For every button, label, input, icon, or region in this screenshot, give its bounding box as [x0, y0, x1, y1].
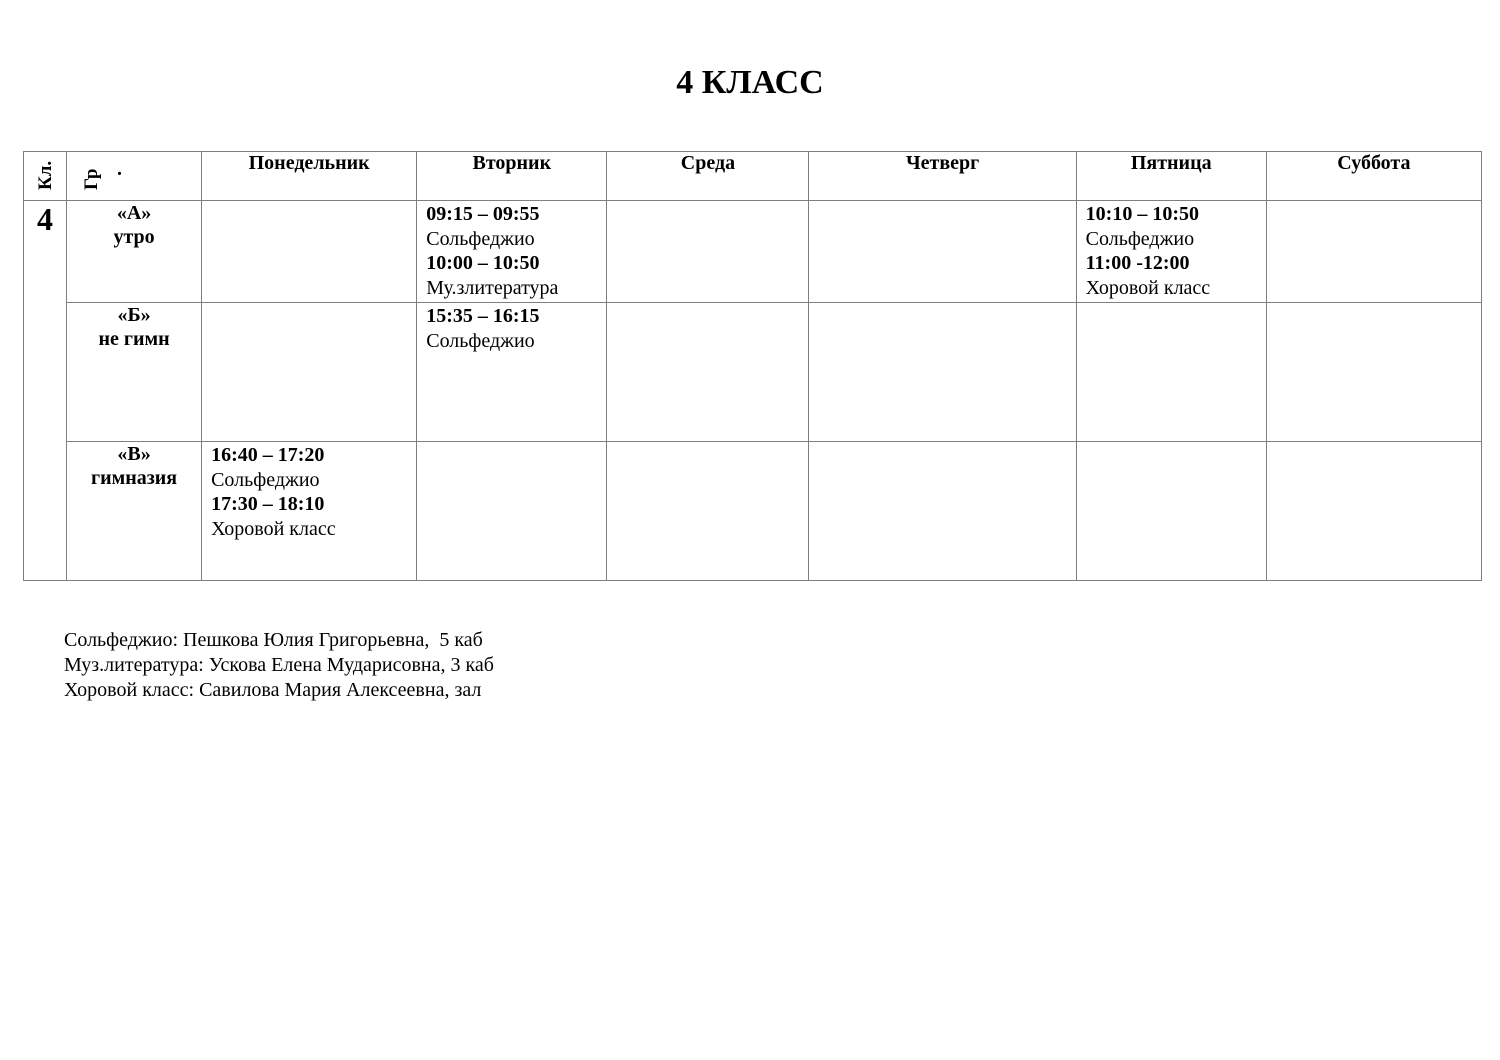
group-name: «А»	[116, 202, 152, 224]
header-day-thursday: Четверг	[809, 152, 1076, 201]
group-name: «Б»	[117, 304, 151, 326]
group-subtitle: утро	[113, 226, 155, 248]
group-row-v	[24, 442, 1482, 581]
lesson-subject: Сольфеджио	[1085, 227, 1195, 250]
cell-thursday	[809, 442, 1076, 581]
lesson-subject: Сольфеджио	[211, 468, 320, 491]
cell-thursday	[809, 201, 1076, 303]
group-row-b	[24, 303, 1482, 442]
lesson-time: 16:40 – 17:20	[211, 444, 325, 466]
lesson-time: 10:10 – 10:50	[1085, 203, 1199, 225]
header-day-tuesday: Вторник	[417, 152, 607, 201]
note-line: Муз.литература: Ускова Елена Мударисовна, 3 каб	[64, 654, 494, 676]
class-number: 4	[24, 201, 67, 581]
cell-friday	[1076, 201, 1266, 303]
header-row	[24, 152, 1482, 201]
group-cell	[67, 303, 202, 442]
group-cell	[67, 442, 202, 581]
lesson-time: 11:00 -12:00	[1085, 252, 1190, 274]
header-class-label: Кл.	[35, 160, 56, 190]
cell-saturday	[1266, 303, 1481, 442]
header-day-wednesday: Среда	[607, 152, 809, 201]
group-subtitle: не гимн	[98, 328, 170, 350]
lesson	[417, 201, 606, 300]
teacher-notes	[64, 628, 494, 703]
cell-monday	[202, 201, 417, 303]
cell-tuesday	[417, 442, 607, 581]
group-cell	[67, 201, 202, 303]
cell-saturday	[1266, 201, 1481, 303]
cell-friday	[1076, 303, 1266, 442]
header-group-dot: .	[117, 158, 123, 180]
header-day-saturday: Суббота	[1266, 152, 1481, 201]
cell-monday	[202, 303, 417, 442]
lesson-time: 17:30 – 18:10	[211, 493, 325, 515]
header-class	[24, 152, 67, 201]
note-line: Сольфеджио: Пешкова Юлия Григорьевна, 5 каб	[64, 629, 483, 651]
cell-monday	[202, 442, 417, 581]
lesson-subject: Му.злитература	[426, 276, 559, 299]
page-title: 4 КЛАСС	[676, 64, 824, 101]
lesson	[417, 303, 606, 353]
cell-saturday	[1266, 442, 1481, 581]
lesson	[202, 442, 416, 541]
group-name: «В»	[117, 443, 151, 465]
lesson-time: 09:15 – 09:55	[426, 203, 540, 225]
lesson-subject: Сольфеджио	[426, 329, 535, 352]
cell-friday	[1076, 442, 1266, 581]
group-row-a	[24, 201, 1482, 303]
header-group-label: Гр	[81, 168, 103, 190]
cell-tuesday	[417, 201, 607, 303]
note-line: Хоровой класс: Савилова Мария Алексеевна, зал	[64, 679, 482, 701]
group-subtitle: гимназия	[90, 467, 178, 489]
lesson-time: 10:00 – 10:50	[426, 252, 540, 274]
cell-wednesday	[607, 201, 809, 303]
lesson-subject: Хоровой класс	[211, 517, 336, 540]
lesson-subject: Хоровой класс	[1085, 276, 1211, 299]
cell-thursday	[809, 303, 1076, 442]
header-day-monday: Понедельник	[202, 152, 417, 201]
cell-wednesday	[607, 442, 809, 581]
cell-tuesday	[417, 303, 607, 442]
cell-wednesday	[607, 303, 809, 442]
schedule-table	[23, 151, 1482, 581]
header-group	[67, 152, 202, 201]
header-day-friday: Пятница	[1076, 152, 1266, 201]
lesson	[1077, 201, 1266, 300]
lesson-time: 15:35 – 16:15	[426, 305, 540, 327]
lesson-subject: Сольфеджио	[426, 227, 535, 250]
